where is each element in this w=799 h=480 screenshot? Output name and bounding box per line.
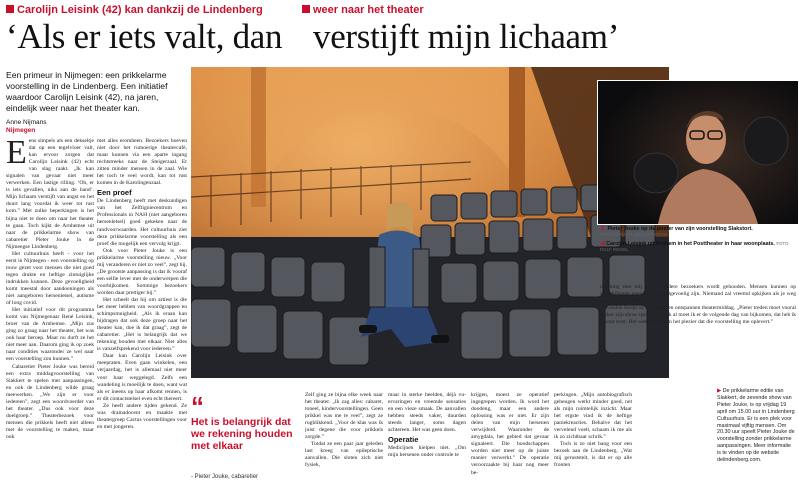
col1-p2: Het cultuurhuis heeft - voor het eerst in Nijmegen - een voorstelling op touw gezet voor mensen die niet goed tegen drukte en heftige zintuiglijke indrukken kunnen. Deze gevoeligheid komt meestal door aandoeningen als niet aangeboren hersenletsel, autisme of long covid. [6, 250, 94, 307]
col2-p6: Ze heeft andere tijden gekend. Ze was dramadocent en maakte met theatergroep Cactus voorstellingen voor en met jongeren. [97, 402, 187, 430]
col3-p1: Zelf ging ze bijna elke week naar het theater. „Ik zag alles: cabaret, toneel, kindervoorstellingen. Geen prikkel was me te veel”, zegt ze rugblikkend. „Voor de klas was ik juist degene die voor prikkels zorgde.” [305, 392, 383, 441]
byline-author: Anne Nijmans [6, 119, 47, 126]
article-column-5 [471, 392, 549, 476]
caption-2-credit: FOTO ROLF RIESEL [600, 240, 789, 253]
caption-1-text: Pieter Jouke op de poster van zijn voorstelling Slakstort. [607, 226, 753, 232]
caption-triangle-icon: ◀ [600, 240, 605, 247]
drop-cap: E [6, 138, 27, 171]
col2-p5: Daar kan Carolijn Leisink over meepraten. Even gaan winkelen, een verjaardag, het is allemaal niet meer voor haar weggelegd. Zelfs een wandeling is moeilijk te doen, want wat als er ineens op haar afkomt rennen, is er dit contactstelsel even echt thereert. [97, 353, 187, 402]
article-column-1 [6, 138, 94, 476]
inset-photo-pieter-jouke [597, 80, 799, 225]
headline-part1: ‘Als er iets valt, dan [6, 17, 283, 56]
quote-mark-icon: “ [191, 391, 204, 421]
boxer-photo-illustration [598, 81, 798, 224]
col2-p3: Ook voor Pieter Jouke is een prikkelarme voorstelling nieuw. „Voor mij veranderen er niet zo veel”, zegt hij. „De grootste aanpassing is dat ik vooraf een selfie lever met de onderwerpen die voorbijkomen. Sommige bezoekers worden daar prettiger bij.” [97, 247, 187, 296]
caption-2 [600, 241, 796, 254]
pull-quote-source: - Pieter Jouke, cabaretier [191, 474, 259, 480]
article-column-6 [554, 392, 632, 476]
byline [6, 119, 46, 135]
col3-p2: Totdat ze een paar jaar geleden last kreeg van epileptische aanvallen. Die sloten zich niet fysiek, [305, 441, 383, 469]
info-box [717, 388, 796, 464]
photo-captions [600, 226, 796, 256]
col2-p4: Het scheelt dat hij om artiest is die het meer hebben van woordgrappen en schimpsmuigheid. „Als ik eraan kan bijdragen dat ook deze groep naar het theater kan, doe ik dat graag”, zegt de cabaretier. „Het is belangrijk dat we rekening houden met elkaar. Niet alles is vanzelfsprekend voor iedereen.” [97, 296, 187, 353]
subheading-een-proef: Een proef [97, 188, 132, 198]
caption-2-text: Carolijn Leisink uit Arnhem in het Posttheater in haar woonplaats. [606, 240, 775, 247]
col6-p2: Toch is ze niet bang voor een bezoek aan de Lindenberg. „Wat mij geruststelt, is dat er op alle fronten [554, 441, 632, 469]
subheading-operatie: Operatie [388, 435, 419, 445]
byline-location: Nijmegen [6, 127, 36, 134]
col2-p2: De Lindenberg heeft met deskundigen van het Zelftigniecentrum en Professionals in NAH (niet aangeboren hersenletsel) goed gekeken naar de randvoorwaarden. Het cultuurhuis ziet deze prikkelarme voorstelling als een proef die mogelijk een vervolg krijgt. [97, 198, 187, 247]
col7-p2: Leisink hoopt op een leuke en ontspannen theatermiddag. „Pieter treden moet vooral lekker zijn show spelen. En ook al moet ik er de volgende dag van bijkomen, dat heb ik ervoor over. Het weegt op tegen het plezier dat die voorstelling me oplevert.” [600, 305, 796, 326]
lead-paragraph: Een primeur in Nijmegen: een prikkelarme voorstelling in de Lindenberg. Een initiatief waardoor Carolijn Leisink (42), na jaren, eindelijk weer naar het theater kan. [6, 70, 168, 113]
caption-triangle-icon: ▲ [600, 226, 606, 232]
kicker-square-icon [6, 5, 14, 13]
info-box-text: De prikkelarme editie van Slakkert, de zevende show van Pieter Jouke, is op vrijdag 19 april om 15.00 uur in Lindenberg Cultuurhuis. Er is een plek voor maximaal vijftig mensen. Om 20.30 uur speelt Pieter Jouke de voorstelling zonder prikkelarme aanpassingen. Meer informatie is te vinden op de website delindenberg.com. [717, 388, 795, 464]
kicker-left: Carolijn Leisink (42) kan dankzij de Lindenberg [17, 4, 263, 16]
pull-quote-text: Het is belangrijk dat we rekening houden met elkaar [191, 416, 293, 452]
col7-p1: rekening met mij en de andere bezoekers wordt gehouden. Mensen kunnen op verschillende manieren prikkelgevoelig zijn. Niemand zal vreemd opkijken als je weg moet uit de theaterzaal.” [600, 284, 796, 305]
kicker-right-text: weer naar het theater [313, 4, 424, 16]
info-triangle-icon: ▶ [717, 388, 722, 394]
article-column-7 [600, 284, 796, 376]
caption-1-credit: FOTO GERARD VERSCHOOTEN [600, 232, 668, 238]
article-column-3 [305, 392, 383, 476]
headline-part2: verstijft mijn lichaam’ [313, 17, 620, 56]
col1-p4: Cabaretier Pieter Jouke was bereid een extra middagvoorstelling van Slakkert te spelen met aanpassingen, en ook de Lindenberg wilde graag meewerken. „We zijn er voor iedereen”, zegt een woordvoerder van het theater. „Dus ook voor deze doelgroep.” Theaterbezoek voor mensen die prikkels heeft niet alleen met de voorstelling te maken, maar ook [6, 363, 94, 440]
col1-p1: ens simpels als een dekseltje dat op een tegelvloer valt, kan ervoor zorgen dat Carolijn Leisink (42) echt van slag raakt. „Ik kan signalen van gevaar niet meer verwerken. Een lastige rilling. ‘Oh, er is iets gevallen, niks aan de hand’. Mijn lichaam verstijft van angst en het duurt lang voordat ik weer tot rust kom.” Met zulke beperkingen is het bijna niet te doen om naar het theater te gaan. Toch kijkt de Arnhemse uit naar de prikkelarme show van cabaretier Pieter Jouke in de Nijmeegse Lindenberg. [6, 138, 94, 250]
pull-quote [191, 391, 301, 480]
col4-p1: maar in sterke beelden, déjà vu-ervaringen en vreemde sensaties en een vieze smaak. De aanvallen hebben steeds vaker, duurden steeds langer, soms dagen achtereen. Het was geen doen. [388, 392, 466, 434]
col4-p2: Medicijnen hielpen niet. „Om mijn hersenen onder controle te [388, 445, 466, 459]
col5-p1: krijgen, moest ze operatief ingegrepen worden. Ik word het doodeng, maar een andere oplossing was er niet. Er zijn delen van mijn hersenen verwijderd. Waaronder de amygdala, het gebied dat gevaar signaleert. Die boodschappen worden niet meer op de juiste manier verwerkt.” De operatie veroorzaakte bij haar nog meer be- [471, 392, 549, 476]
article-column-2 [97, 138, 187, 476]
col1-p3: Het initiatief voor dit programma komt van Nijmegenaar René Leisink, broer van de Arnhemse. „Mijn zus ging zo graag naar het theater, het was ook haar beroep. Maar nu durft ze het niet meer aan. Daarom ging ik op zoek naar condities waaronder ze wel naar een voorstelling zou kunnen.” [6, 307, 94, 363]
article-column-4 [388, 392, 466, 476]
col2-p1: met alles eromheen. Bezoekers hoeven niet door het rumoerige theatercafé, maar kunnen via een aparte ingang rechtstreeks naar de Steigerzaal. Er zitten minder mensen in de zaal. Wie het toch te veel wordt, kan tot rust komen in de Karolingenzaal. [97, 138, 187, 187]
caption-1 [600, 226, 796, 239]
kicker-square-icon [302, 5, 310, 13]
kicker-right [302, 4, 424, 16]
col6-p1: perkingen. „Mijn autobiografisch geheugen werkt minder goed, net als mijn ruimtelijk inzicht. Maar het ergste vind ik de heftige paniekreacties. Behalve dat het vervelend voelt, schaam ik me als ik zo zichtbaar schrik.” [554, 392, 632, 441]
kicker-bar [6, 4, 796, 16]
